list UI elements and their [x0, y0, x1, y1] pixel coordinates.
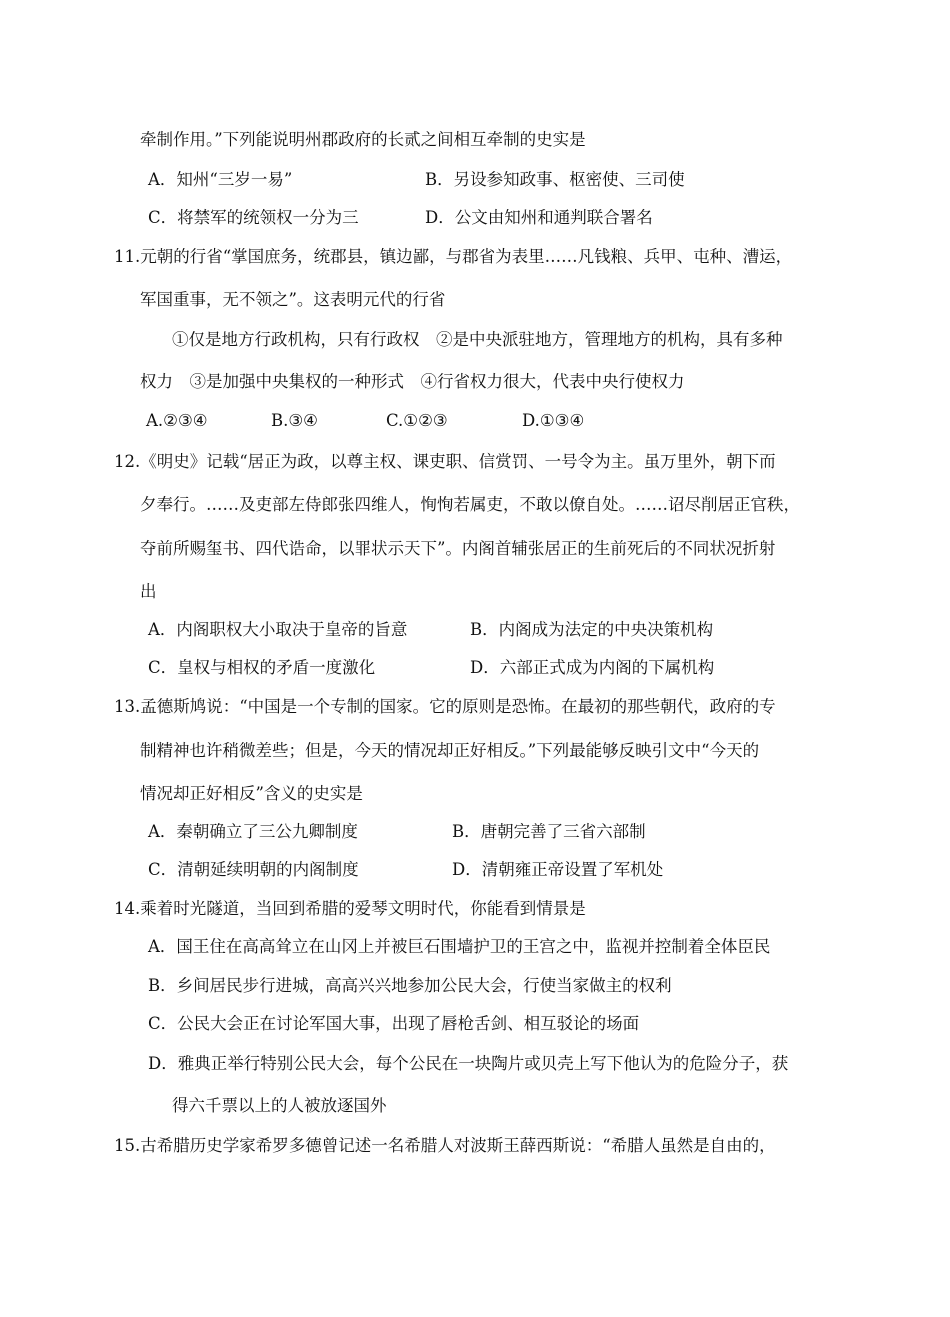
q11-option-c: C.①②③: [386, 411, 448, 430]
q12-option-d: D．六部正式成为内阁的下属机构: [470, 658, 715, 677]
q13-stem-line-3: 情况却正好相反”含义的史实是: [140, 784, 363, 803]
q12-option-a: A．内阁职权大小取决于皇帝的旨意: [148, 620, 408, 639]
q10-option-b: B．另设参知政事、枢密使、三司使: [425, 170, 685, 189]
q14-option-b: B．乡间居民步行进城，高高兴兴地参加公民大会，行使当家做主的权利: [148, 976, 672, 995]
q13-stem-line-2: 制精神也许稍微差些；但是，今天的情况却正好相反。”下列最能够反映引文中“今天的: [140, 741, 760, 760]
q11-option-d: D.①③④: [522, 411, 585, 430]
q14-stem: 14.乘着时光隧道，当回到希腊的爱琴文明时代，你能看到情景是: [114, 899, 586, 918]
q14-option-a: A．国王住在高高耸立在山冈上并被巨石围墙护卫的王宫之中，监视并控制着全体臣民: [148, 937, 771, 956]
q13-stem-line-1: 13.孟德斯鸠说：“中国是一个专制的国家。它的原则是恐怖。在最初的那些朝代，政府的专: [114, 697, 776, 716]
q12-stem-line-2: 夕奉行。……及吏部左侍郎张四维人，恂恂若属吏，不敢以僚自处。……诏尽削居正官秩，: [140, 495, 800, 514]
q11-option-a: A.②③④: [146, 411, 208, 430]
q13-option-c: C．清朝延续明朝的内阁制度: [148, 860, 359, 879]
q11-statements-line-1: ①仅是地方行政机构，只有行政权 ②是中央派驻地方，管理地方的机构，具有多种: [172, 330, 783, 349]
q13-option-a: A．秦朝确立了三公九卿制度: [148, 822, 358, 841]
q10-option-c: C．将禁军的统领权一分为三: [148, 208, 359, 227]
q11-stem-line-1: 11.元朝的行省“掌国庶务，统郡县，镇边鄙，与郡省为表里……凡钱粮、兵甲、屯种、漕运，: [114, 247, 793, 266]
q12-option-c: C．皇权与相权的矛盾一度激化: [148, 658, 376, 677]
q11-statements-line-2: 权力 ③是加强中央集权的一种形式 ④行省权力很大，代表中央行使权力: [140, 372, 685, 391]
q11-stem-line-2: 军国重事，无不领之”。这表明元代的行省: [140, 290, 446, 309]
q14-option-d-line-2: 得六千票以上的人被放逐国外: [172, 1096, 387, 1115]
q10-stem-continuation: 牵制作用。”下列能说明州郡政府的长贰之间相互牵制的史实是: [140, 130, 586, 149]
q13-option-d: D．清朝雍正帝设置了军机处: [452, 860, 664, 879]
q14-option-c: C．公民大会正在讨论军国大事，出现了唇枪舌剑、相互驳论的场面: [148, 1014, 640, 1033]
q12-stem-line-4: 出: [140, 582, 157, 601]
q13-option-b: B．唐朝完善了三省六部制: [452, 822, 646, 841]
q10-option-a: A．知州“三岁一易”: [148, 170, 293, 189]
q12-stem-line-1: 12.《明史》记载“居正为政，以尊主权、课吏职、信赏罚、一号令为主。虽万里外，朝下而: [114, 452, 776, 471]
q12-stem-line-3: 夺前所赐玺书、四代诰命，以罪状示天下”。内阁首辅张居正的生前死后的不同状况折射: [140, 539, 776, 558]
q15-stem-line-1: 15.古希腊历史学家希罗多德曾记述一名希腊人对波斯王薛西斯说：“希腊人虽然是自由的，: [114, 1136, 776, 1155]
q14-option-d-line-1: D．雅典正举行特别公民大会，每个公民在一块陶片或贝壳上写下他认为的危险分子，获: [148, 1054, 789, 1073]
q12-option-b: B．内阁成为法定的中央决策机构: [470, 620, 714, 639]
q11-option-b: B.③④: [271, 411, 318, 430]
q10-option-d: D．公文由知州和通判联合署名: [425, 208, 653, 227]
